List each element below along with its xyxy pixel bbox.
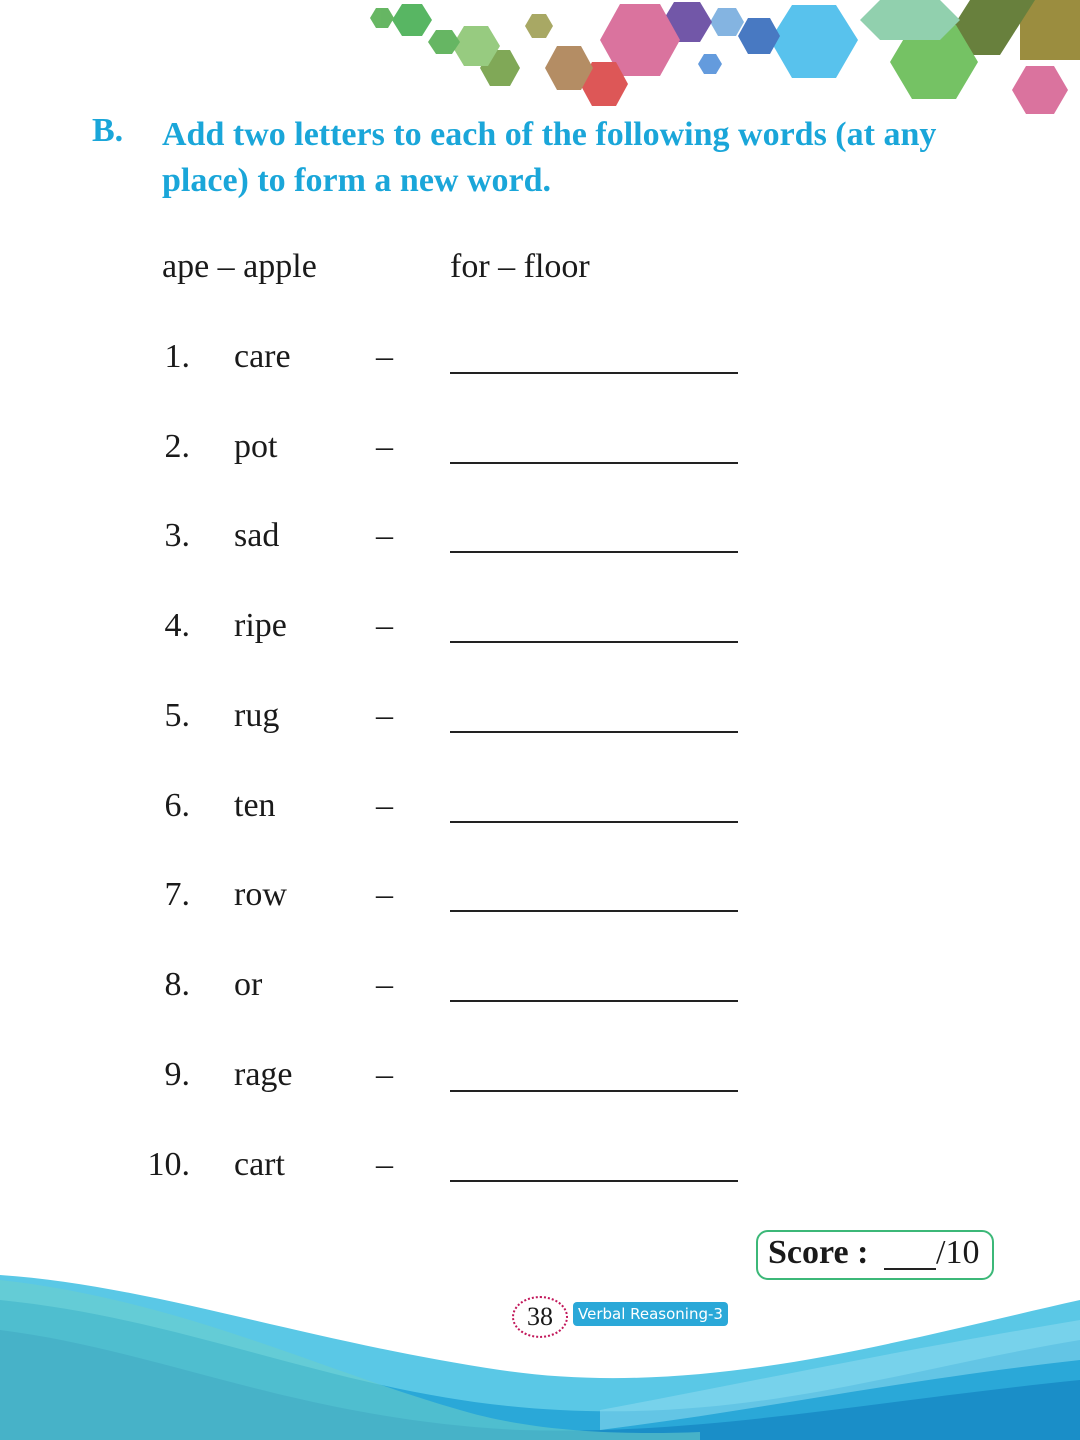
decorative-wave-footer [0, 1260, 1080, 1440]
score-total: /10 [936, 1234, 980, 1271]
answer-blank[interactable] [450, 1180, 738, 1182]
answer-blank[interactable] [450, 821, 738, 823]
item-dash: – [376, 966, 393, 1003]
item-number: 10. [147, 1146, 190, 1183]
exercise-item [0, 338, 1080, 398]
score-box [756, 1230, 994, 1280]
item-dash: – [376, 517, 393, 554]
example-1: ape – apple [162, 248, 317, 285]
book-title-label: Verbal Reasoning-3 [573, 1302, 728, 1326]
item-word: rug [234, 697, 280, 734]
item-word: or [234, 966, 263, 1003]
item-dash: – [376, 607, 393, 644]
item-number: 8. [164, 966, 190, 1003]
item-dash: – [376, 428, 393, 465]
item-word: sad [234, 517, 280, 554]
item-number: 9. [164, 1056, 190, 1093]
answer-blank[interactable] [450, 1000, 738, 1002]
item-number: 7. [164, 876, 190, 913]
item-number: 2. [164, 428, 190, 465]
item-number: 4. [164, 607, 190, 644]
exercise-item [0, 607, 1080, 667]
answer-blank[interactable] [450, 731, 738, 733]
item-dash: – [376, 1146, 393, 1183]
answer-blank[interactable] [450, 462, 738, 464]
item-word: row [234, 876, 287, 913]
exercise-item [0, 1056, 1080, 1116]
exercise-item [0, 428, 1080, 488]
instruction-text: Add two letters to each of the following words (at any place) to form a new word. [162, 116, 937, 199]
exercise-item [0, 966, 1080, 1026]
answer-blank[interactable] [450, 551, 738, 553]
exercise-item [0, 517, 1080, 577]
decorative-hexagon-banner [0, 0, 1080, 130]
example-2: for – floor [450, 248, 590, 285]
score-blank[interactable] [884, 1268, 936, 1270]
answer-blank[interactable] [450, 1090, 738, 1092]
item-number: 1. [164, 338, 190, 375]
item-number: 3. [164, 517, 190, 554]
answer-blank[interactable] [450, 910, 738, 912]
answer-blank[interactable] [450, 641, 738, 643]
exercise-item [0, 1146, 1080, 1206]
exercise-item [0, 787, 1080, 847]
item-word: ripe [234, 607, 287, 644]
item-number: 6. [164, 787, 190, 824]
exercise-item [0, 697, 1080, 757]
score-label: Score : [768, 1234, 869, 1271]
section-letter: B. [92, 112, 124, 149]
item-word: care [234, 338, 291, 375]
item-word: pot [234, 428, 278, 465]
exercise-item [0, 876, 1080, 936]
page-number: 38 [512, 1296, 568, 1338]
item-dash: – [376, 876, 393, 913]
item-dash: – [376, 1056, 393, 1093]
item-dash: – [376, 338, 393, 375]
item-word: ten [234, 787, 276, 824]
item-dash: – [376, 697, 393, 734]
item-dash: – [376, 787, 393, 824]
item-number: 5. [164, 697, 190, 734]
item-word: cart [234, 1146, 285, 1183]
item-word: rage [234, 1056, 293, 1093]
answer-blank[interactable] [450, 372, 738, 374]
